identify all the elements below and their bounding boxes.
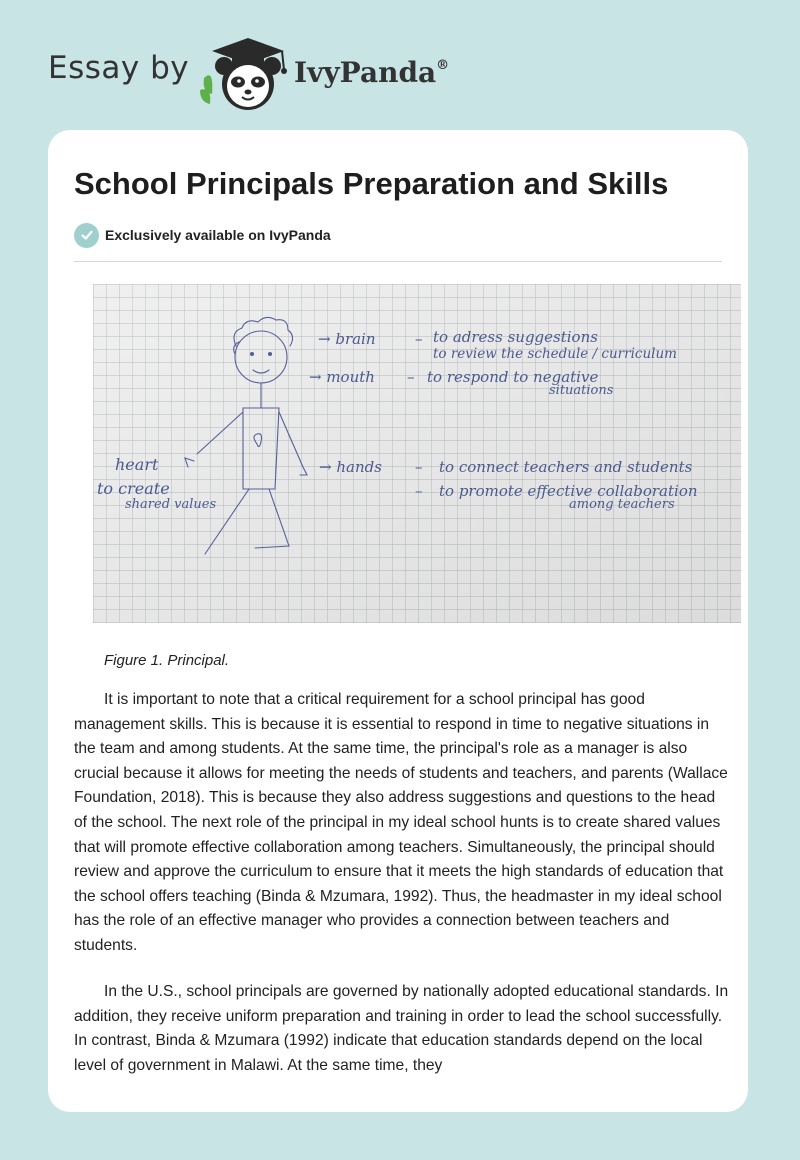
note-brain-dash: – — [415, 330, 423, 348]
figure-image — [93, 284, 741, 623]
note-brain: → brain — [318, 330, 376, 348]
note-brain-line-2: to review the schedule / curriculum — [433, 346, 677, 362]
paragraph-1: It is important to note that a critical requirement for a school principal has good management skills. This is because it is essential to respond in time to negative situations in the team and among students. At the same time, the principal's role as a manager is also crucial because it allows for meeting the needs of students and teachers, and parents (Wallace Foundation, 2018). This is because they also address suggestions and questions to the head of the school. The next role of the principal in my ideal school hunts is to create shared values that will promote effective collaboration among teachers. Simultaneously, the principal should review and approve the curriculum to ensure that it meets the high standards of education that the school offers teaching (Binda & Mzumara, 1992). Thus, the headmaster in my ideal school has the role of an effective manager who provides a connection between teachers and students. — [74, 691, 728, 954]
divider — [74, 261, 722, 262]
exclusive-label: Exclusively available on IvyPanda — [105, 227, 331, 243]
article-card — [48, 130, 748, 1112]
brand-name: IvyPanda® — [294, 56, 450, 89]
exclusive-badge — [74, 222, 331, 248]
brand-prefix: Essay by — [48, 50, 190, 86]
note-mouth-line-2: situations — [549, 383, 614, 398]
checkmark-icon — [74, 223, 99, 248]
note-heart-line-1: to create — [97, 479, 170, 498]
note-mouth-line-1: to respond to negative — [427, 368, 599, 386]
note-hands: → hands — [319, 458, 382, 476]
paragraph-2: In the U.S., school principals are governed by nationally adopted educational standards. In addition, they receive uniform preparation and training in order to lead the school successfully. In contrast, Binda & Mzumara (1992) indicate that education standards depend on the local level of government in Malawi. At the same time, they — [74, 983, 729, 1074]
note-heart: heart — [115, 455, 159, 474]
note-brain-line-1: to adress suggestions — [433, 328, 598, 346]
note-hands-line-1: to connect teachers and students — [439, 458, 693, 476]
panda-logo-icon — [198, 36, 294, 112]
registered-mark: ® — [436, 58, 450, 73]
page-title: School Principals Preparation and Skills — [74, 166, 669, 201]
note-hands-line-2: to promote effective collaboration — [439, 482, 698, 500]
figure-caption: Figure 1. Principal. — [104, 652, 230, 669]
note-mouth-dash: – — [407, 368, 415, 386]
note-mouth: → mouth — [309, 368, 375, 386]
note-hands-dash-2: – — [415, 482, 423, 500]
note-heart-line-2: shared values — [125, 497, 217, 512]
note-hands-line-3: among teachers — [569, 497, 675, 512]
site-brand[interactable] — [48, 36, 508, 116]
note-hands-dash-1: – — [415, 458, 423, 476]
handwritten-principal-sketch — [93, 284, 741, 623]
